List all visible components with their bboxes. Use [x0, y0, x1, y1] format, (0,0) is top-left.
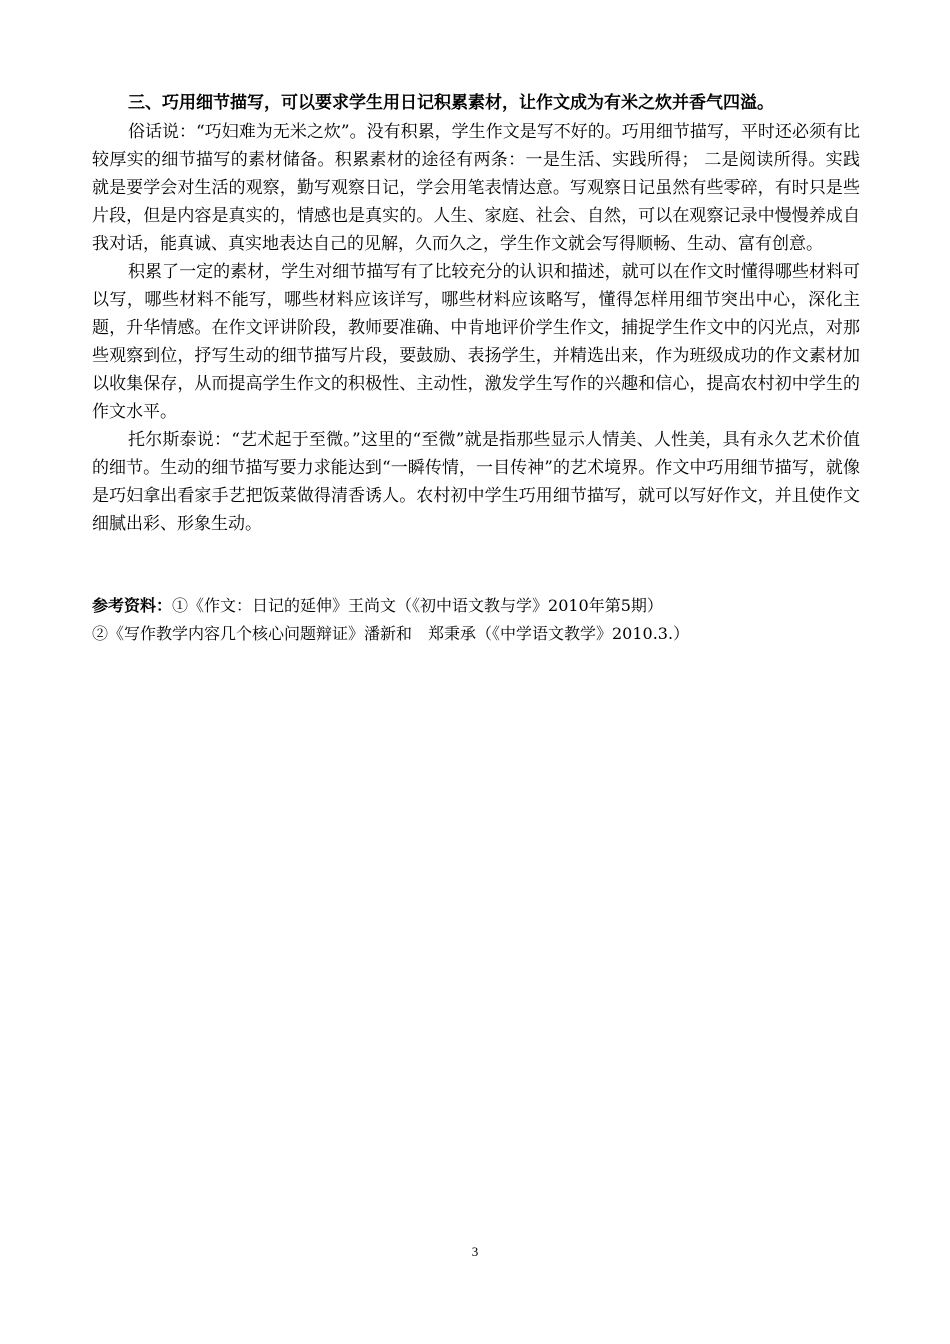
reference-item-1: ①《作文：日记的延伸》王尚文（《初中语文教与学》2010年第5期） — [172, 596, 663, 615]
page-number: 3 — [471, 1244, 479, 1259]
reference-item-2: ②《写作教学内容几个核心问题辩证》潘新和 郑秉承（《中学语文教学》2010.3.） — [92, 624, 690, 643]
document-page — [92, 88, 860, 648]
section-heading: 三、巧用细节描写，可以要求学生用日记积累素材，让作文成为有米之炊并香气四溢。 — [128, 93, 774, 113]
body-paragraph-2: 积累了一定的素材，学生对细节描写有了比较充分的认识和描述，就可以在作文时懂得哪些材料可以写，哪些材料不能写，哪些材料应该详写，哪些材料应该略写，懂得怎样用细节突出中心，深化主题，升华情感。在作文评讲阶段，教师要准确、中肯地评价学生作文，捕捉学生作文中的闪光点，对那些观察到位，抒写生动的细节描写片段，要鼓励、表扬学生，并精选出来，作为班级成功的作文素材加以收集保存，从而提高学生作文的积极性、主动性，激发学生写作的兴趣和信心，提高农村初中学生的作文水平。 — [92, 262, 860, 422]
body-paragraph-3: 托尔斯泰说：“艺术起于至微。”这里的“至微”就是指那些显示人情美、人性美，具有永久艺术价值的细节。生动的细节描写要力求能达到“一瞬传情，一目传神”的艺术境界。作文中巧用细节描写，就像是巧妇拿出看家手艺把饭菜做得清香诱人。农村初中学生巧用细节描写，就可以写好作文，并且使作文细腻出彩、形象生动。 — [92, 430, 860, 534]
references-block — [92, 592, 860, 648]
reference-line-1 — [92, 592, 860, 620]
body-paragraph-1: 俗话说：“巧妇难为无米之炊”。没有积累，学生作文是写不好的。巧用细节描写，平时还必须有比较厚实的细节描写的素材储备。积累素材的途径有两条：一是生活、实践所得； 二是阅读所得。实践就是要学会对生活的观察，勤写观察日记，学会用笔表情达意。写观察日记虽然有些零碎，有时只是些片段，但是内容是真实的，情感也是真实的。人生、家庭、社会、自然，可以在观察记录中慢慢养成自我对话，能真诚、真实地表达自己的见解，久而久之，学生作文就会写得顺畅、生动、富有创意。 — [92, 122, 860, 254]
references-label: 参考资料： — [92, 596, 173, 615]
reference-line-2 — [92, 620, 860, 648]
